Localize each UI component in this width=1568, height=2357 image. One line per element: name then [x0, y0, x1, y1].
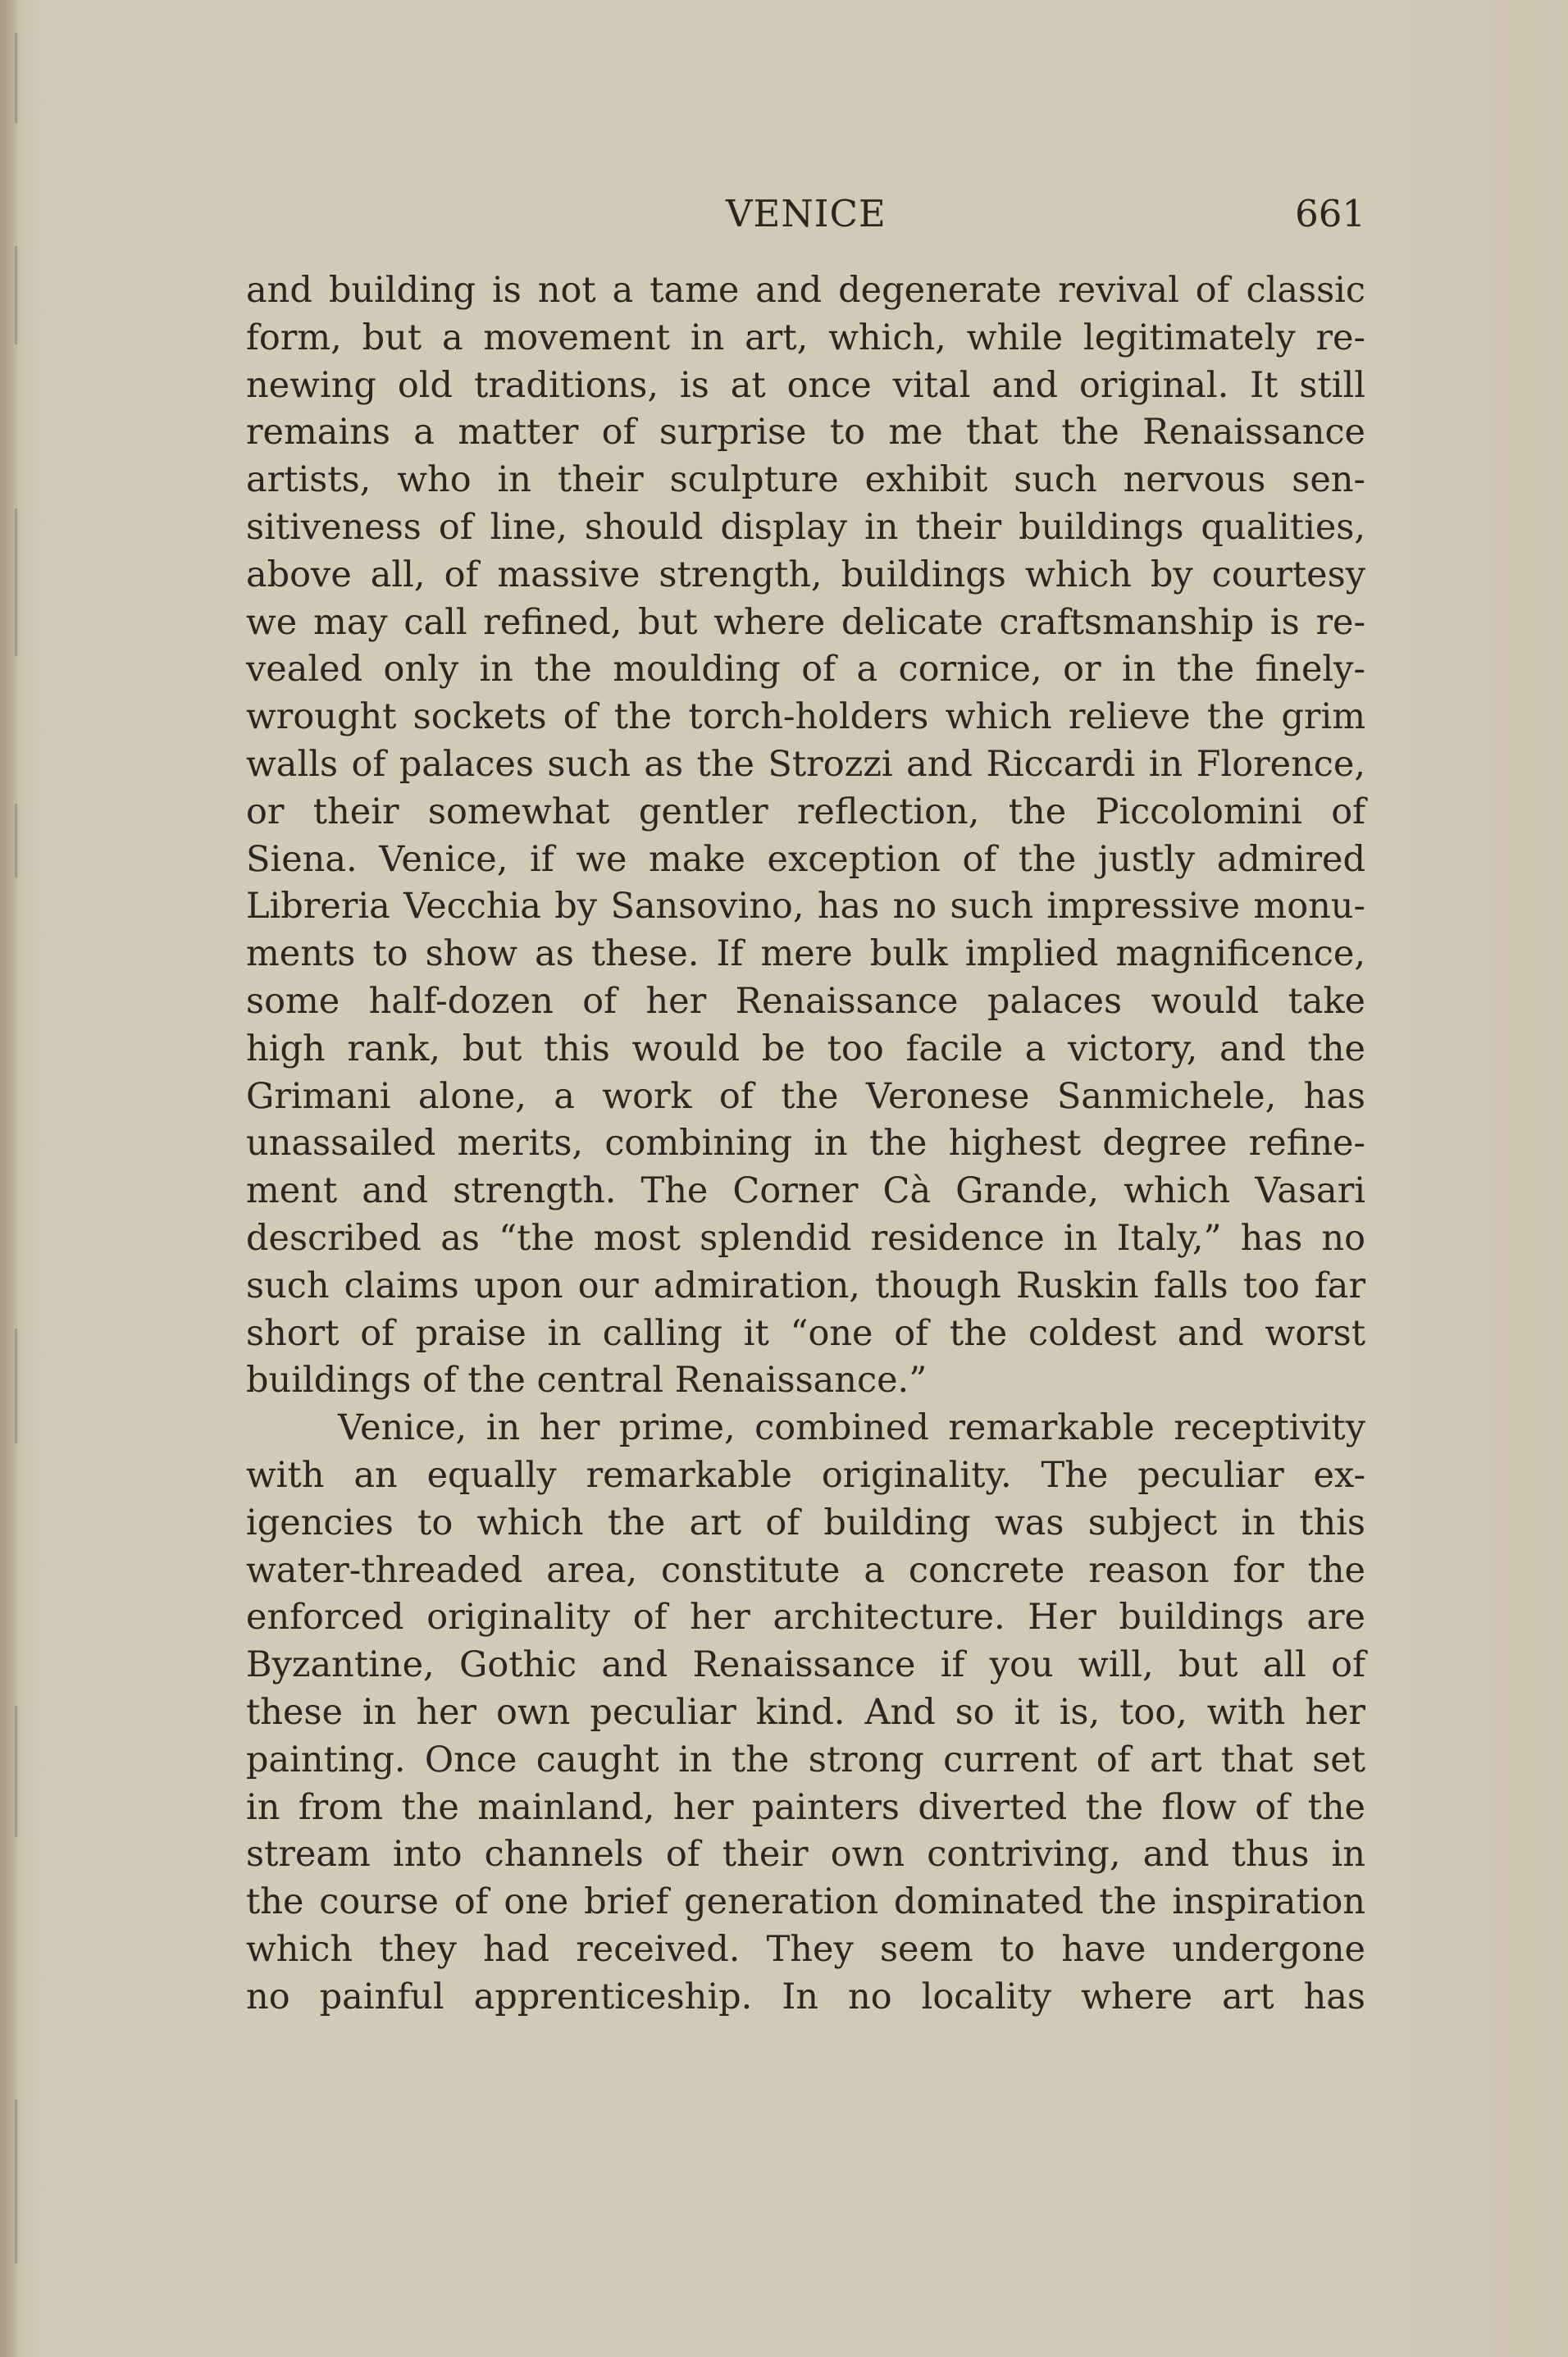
text-line: artists, who in their sculpture exhibit such nervous sen-: [246, 459, 1365, 501]
text-line: unassailed merits, combining in the highest degree refine-: [246, 1123, 1365, 1165]
text-line: form, but a movement in art, which, while legitimately re-: [246, 317, 1365, 358]
text-line: or their somewhat gentler reflection, the Piccolomini of: [246, 791, 1365, 832]
text-line: we may call refined, but where delicate craftsmanship is re-: [246, 601, 1365, 643]
text-line: high rank, but this would be too facile a victory, and the: [246, 1028, 1365, 1069]
gutter-mark: [15, 1329, 17, 1443]
text-line: ments to show as these. If mere bulk implied magnificence,: [246, 933, 1365, 975]
gutter-mark: [15, 508, 17, 656]
running-title: VENICE: [726, 192, 887, 235]
text-line: Libreria Vecchia by Sansovino, has no such impressive monu-: [246, 886, 1365, 928]
text-line: walls of palaces such as the Strozzi and Riccardi in Florence,: [246, 743, 1365, 785]
gutter-mark: [15, 1706, 17, 1837]
text-line: such claims upon our admiration, though Ruskin falls too far: [246, 1265, 1365, 1306]
text-line: described as “the most splendid residence in Italy,” has no: [246, 1217, 1365, 1259]
text-line: which they had received. They seem to have undergone: [246, 1928, 1365, 1970]
paragraph: [246, 267, 1365, 1405]
text-line: short of praise in calling it “one of the coldest and worst: [246, 1312, 1365, 1354]
text-line: some half-dozen of her Renaissance palaces would take: [246, 980, 1365, 1022]
text-line: stream into channels of their own contriving, and thus in: [246, 1834, 1365, 1876]
text-line: Venice, in her prime, combined remarkable receptivity: [338, 1407, 1365, 1449]
gutter-mark: [15, 246, 17, 344]
text-line: above all, of massive strength, buildings which by courtesy: [246, 554, 1365, 595]
gutter-mark: [15, 33, 17, 123]
text-line: painting. Once caught in the strong current of art that set: [246, 1739, 1365, 1780]
text-line: enforced originality of her architecture. Her buildings are: [246, 1597, 1365, 1639]
text-line: and building is not a tame and degenerate revival of classic: [246, 270, 1365, 311]
text-line: Siena. Venice, if we make exception of the justly admired: [246, 838, 1365, 880]
text-line: remains a matter of surprise to me that the Renaissance: [246, 412, 1365, 454]
text-line: igencies to which the art of building was subject in this: [246, 1502, 1365, 1543]
text-line: newing old traditions, is at once vital and original. It still: [246, 364, 1365, 406]
text-line: vealed only in the moulding of a cornice, or in the finely-: [246, 649, 1365, 691]
text-line: no painful apprenticeship. In no locality where art has: [246, 1976, 1365, 2017]
running-head: [246, 185, 1365, 243]
text-line: the course of one brief generation dominated the inspiration: [246, 1881, 1365, 1923]
text-line: water-threaded area, constitute a concrete reason for the: [246, 1549, 1365, 1591]
paragraph: [246, 1405, 1365, 2021]
text-line: sitiveness of line, should display in their buildings qualities,: [246, 506, 1365, 548]
gutter-shadow: [0, 0, 20, 2357]
text-line: these in her own peculiar kind. And so it is, too, with her: [246, 1691, 1365, 1733]
text-line: wrought sockets of the torch-holders which relieve the grim: [246, 696, 1365, 738]
gutter-mark: [15, 804, 17, 878]
text-line: Byzantine, Gothic and Renaissance if you will, but all of: [246, 1644, 1365, 1686]
text-line: Grimani alone, a work of the Veronese Sanmichele, has: [246, 1075, 1365, 1117]
body-text: [246, 267, 1365, 2021]
text-line: buildings of the central Renaissance.”: [246, 1360, 928, 1402]
text-line: with an equally remarkable originality. The peculiar ex-: [246, 1454, 1365, 1496]
page-number: 661: [1295, 192, 1365, 235]
text-line: ment and strength. The Corner Cà Grande, which Vasari: [246, 1170, 1365, 1212]
text-line: in from the mainland, her painters diverted the flow of the: [246, 1786, 1365, 1828]
gutter-mark: [15, 2099, 17, 2264]
